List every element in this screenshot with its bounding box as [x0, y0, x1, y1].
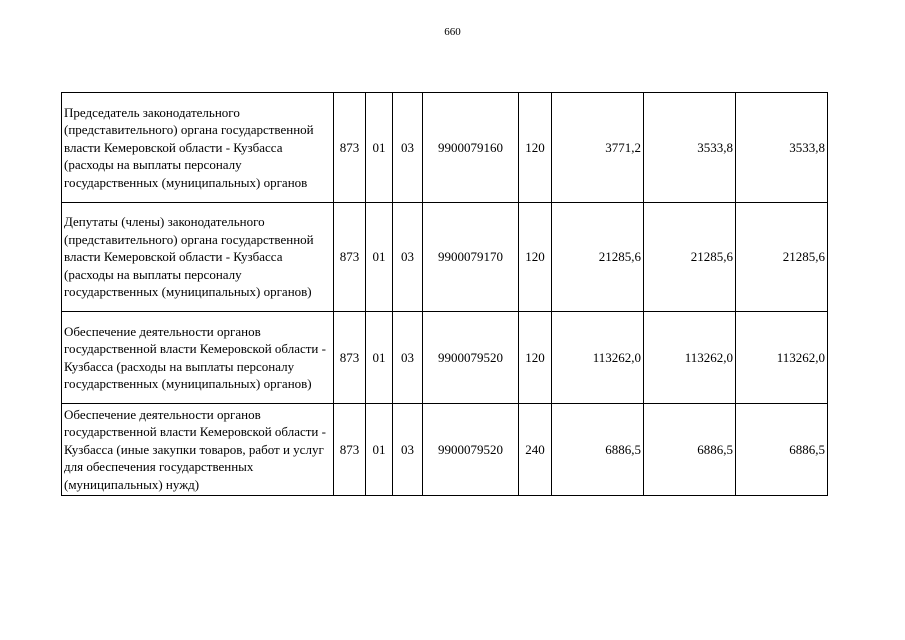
cell-ministry: 873 — [334, 404, 366, 496]
cell-amount-2: 3533,8 — [644, 93, 736, 203]
table-row — [62, 203, 828, 312]
cell-expense-type: 120 — [519, 312, 552, 404]
cell-amount-2: 6886,5 — [644, 404, 736, 496]
cell-section: 01 — [366, 404, 393, 496]
cell-amount-3: 3533,8 — [736, 93, 828, 203]
cell-target-article: 9900079160 — [423, 93, 519, 203]
cell-expense-type: 120 — [519, 203, 552, 312]
cell-description: Депутаты (члены) законодательного (представительного) органа государственной власти Кемеровской области - Кузбасса (расходы на выплаты персоналу государственных (муниципальных) органов) — [62, 203, 334, 312]
cell-amount-3: 113262,0 — [736, 312, 828, 404]
cell-amount-2: 21285,6 — [644, 203, 736, 312]
cell-ministry: 873 — [334, 312, 366, 404]
cell-amount-1: 113262,0 — [552, 312, 644, 404]
cell-amount-1: 3771,2 — [552, 93, 644, 203]
cell-section: 01 — [366, 93, 393, 203]
cell-description: Обеспечение деятельности органов государственной власти Кемеровской области - Кузбасса (иные закупки товаров, работ и услуг для обеспечения государственных (муниципальных) нужд) — [62, 404, 334, 496]
cell-section: 01 — [366, 312, 393, 404]
table-row — [62, 404, 828, 496]
cell-amount-1: 6886,5 — [552, 404, 644, 496]
cell-subsection: 03 — [393, 312, 423, 404]
cell-ministry: 873 — [334, 203, 366, 312]
cell-subsection: 03 — [393, 203, 423, 312]
cell-amount-2: 113262,0 — [644, 312, 736, 404]
cell-target-article: 9900079170 — [423, 203, 519, 312]
cell-subsection: 03 — [393, 93, 423, 203]
table-row — [62, 93, 828, 203]
cell-amount-3: 6886,5 — [736, 404, 828, 496]
cell-amount-3: 21285,6 — [736, 203, 828, 312]
cell-target-article: 9900079520 — [423, 404, 519, 496]
cell-section: 01 — [366, 203, 393, 312]
table-row — [62, 312, 828, 404]
cell-expense-type: 240 — [519, 404, 552, 496]
cell-ministry: 873 — [334, 93, 366, 203]
cell-target-article: 9900079520 — [423, 312, 519, 404]
cell-expense-type: 120 — [519, 93, 552, 203]
cell-description: Председатель законодательного (представительного) органа государственной власти Кемеровской области - Кузбасса (расходы на выплаты персоналу государственных (муниципальных) органов — [62, 93, 334, 203]
cell-subsection: 03 — [393, 404, 423, 496]
cell-description: Обеспечение деятельности органов государственной власти Кемеровской области - Кузбасса (расходы на выплаты персоналу государственных (муниципальных) органов) — [62, 312, 334, 404]
budget-table — [61, 92, 828, 496]
page-number: 660 — [444, 26, 461, 38]
cell-amount-1: 21285,6 — [552, 203, 644, 312]
